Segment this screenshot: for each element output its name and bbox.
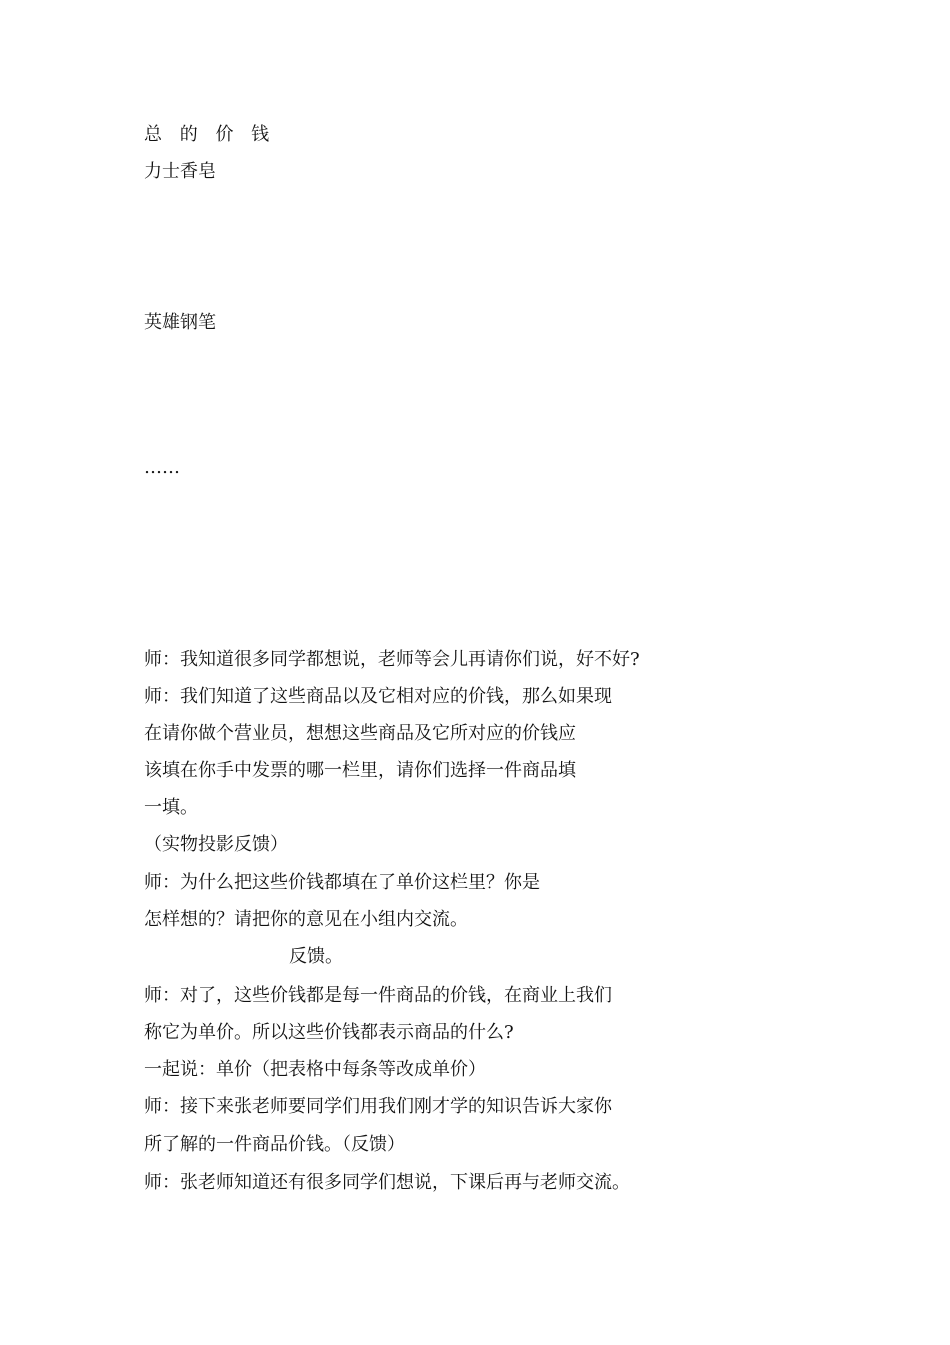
dialogue-line: 所了解的一件商品价钱。（反馈） — [144, 1134, 405, 1155]
dialogue-line: 一起说：单价（把表格中每条等改成单价） — [144, 1059, 486, 1080]
dialogue-line: （实物投影反馈） — [144, 834, 288, 855]
item-lux-soap: 力士香皂 — [144, 161, 216, 182]
total-price-label: 总 的 价 钱 — [144, 124, 276, 145]
dialogue-line: 师：为什么把这些价钱都填在了单价这栏里？你是 — [144, 872, 540, 893]
dialogue-line: 师：张老师知道还有很多同学们想说，下课后再与老师交流。 — [144, 1172, 630, 1193]
dialogue-line: 师：对了，这些价钱都是每一件商品的价钱，在商业上我们 — [144, 985, 612, 1006]
item-hero-pen: 英雄钢笔 — [144, 312, 216, 333]
dialogue-line: 在请你做个营业员，想想这些商品及它所对应的价钱应 — [144, 723, 576, 744]
dialogue-line: 一填。 — [144, 797, 198, 818]
dialogue-line: 师：我知道很多同学都想说，老师等会儿再请你们说，好不好? — [144, 649, 640, 670]
ellipsis-text: …… — [144, 457, 180, 478]
dialogue-line: 师：我们知道了这些商品以及它相对应的价钱，那么如果现 — [144, 686, 612, 707]
dialogue-line: 师：接下来张老师要同学们用我们刚才学的知识告诉大家你 — [144, 1096, 612, 1117]
dialogue-line: 怎样想的？请把你的意见在小组内交流。 — [144, 909, 468, 930]
feedback-line: 反馈。 — [289, 946, 343, 967]
dialogue-line: 该填在你手中发票的哪一栏里，请你们选择一件商品填 — [144, 760, 576, 781]
dialogue-line: 称它为单价。所以这些价钱都表示商品的什么? — [144, 1022, 514, 1043]
